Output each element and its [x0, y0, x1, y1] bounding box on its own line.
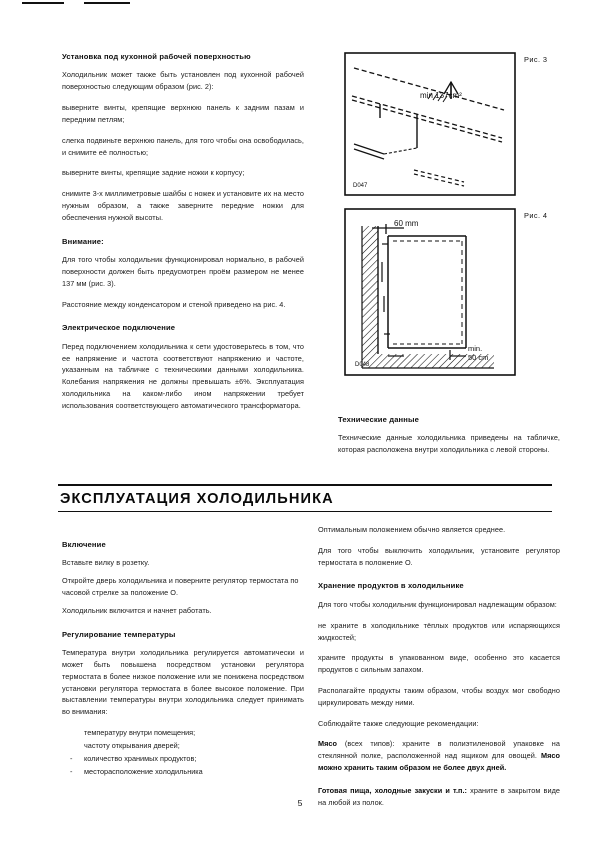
- paragraph-no-warm-food: не храните в холодильнике тёплых продуктов или испаряющихся жидкостей;: [318, 620, 560, 642]
- figure-3-corner-code: D047: [353, 183, 368, 189]
- paragraph-store-packaged: храните продукты в упакованном виде, особенно это касается продуктов с сильным запахом.: [318, 653, 560, 675]
- paragraph-meat-storage: [318, 738, 560, 773]
- figure-4-drawing: [344, 208, 516, 376]
- upper-right-column: [338, 415, 560, 465]
- cooked-food-text: храните в закрытом виде на любой из полок.: [318, 785, 560, 807]
- heading-temperature-regulation: Регулирование температуры: [62, 629, 176, 639]
- paragraph-unscrew-rear-feet: выверните винты, крепящие задние ножки к корпусу;: [62, 168, 245, 178]
- figure-4-min-label-2: 50 cm: [468, 353, 489, 362]
- paragraph-follow-recommendations: Соблюдайте также следующие рекомендации:: [318, 718, 479, 728]
- paragraph-opening-size: Для того чтобы холодильник функционировал нормально, в рабочей поверхности должен быть предусмотрен проём размером не менее 137 мм (рис. 3).: [62, 255, 304, 288]
- dash-bullet: -: [70, 766, 73, 776]
- list-item: [62, 753, 304, 765]
- paragraph-remove-washers: снимите 3-х миллиметровые шайбы с ножек и установите их на место нужным образом, а также заверните передние ножки для обеспечения нужной высоты.: [62, 189, 304, 222]
- paragraph-condenser-distance: Расстояние между конденсатором и стеной приведено на рис. 4.: [62, 299, 286, 309]
- meat-label: Мясо: [318, 739, 338, 749]
- list-item-label: частоту открывания дверей;: [84, 740, 180, 750]
- figure-3-drawing: [344, 52, 516, 196]
- banner-rule-top: [58, 484, 552, 486]
- figure-4-top-dimension: 60 mm: [394, 219, 419, 228]
- paragraph-electrical-connection: Перед подключением холодильника к сети удостоверьтесь в том, что ее напряжение и частота соответствуют напряжению и частоте, указанным на табличке с техническими данными холодильника. Колебания напряжения не должны превышать ±6%. Эксплуатация холодильника на каком-либо ином напряжении требует использования соответствующего автоматического трансформатора.: [62, 341, 304, 410]
- meat-duration: Мясо можно хранить таким образом не более двух дней.: [318, 751, 560, 773]
- list-item: [62, 727, 304, 739]
- upper-left-column: [62, 52, 304, 421]
- paragraph-temperature-regulation: Температура внутри холодильника регулируется автоматически и может быть повышена посредством установки регулятора термостата в более низкое положение или же понижена посредством установки регулятора термостата в более высокое положение. При выставлении температуры внутри холодильника следует принимать во внимания:: [62, 648, 304, 717]
- paragraph-optimal-position: Оптимальным положением обычно является среднее.: [318, 525, 506, 534]
- paragraph-open-door-turn-thermostat: Откройте дверь холодильника и поверните регулятор термостата по часовой стрелке за положение О.: [62, 576, 299, 598]
- list-item-label: температуру внутри помещения;: [84, 728, 196, 738]
- temperature-factors-list: [62, 727, 304, 777]
- lower-right-column: [318, 524, 560, 817]
- figure-4-wall-clearance: [344, 208, 516, 376]
- paragraph-technical-data: Технические данные холодильника приведены на табличке, которая расположена внутри холодильника с левой стороны.: [338, 433, 560, 455]
- figure-3-undercounter-ventilation: [344, 52, 516, 196]
- list-item-label: количество хранимых продуктов;: [84, 753, 197, 763]
- figure-4-corner-code: D048: [355, 362, 370, 368]
- section-banner-operation: [58, 484, 552, 512]
- list-item: [62, 740, 304, 752]
- paragraph-unscrew-top-panel: выверните винты, крепящие верхнюю панель к задним пазам и передним петлям;: [62, 103, 304, 124]
- heading-undercounter-installation: Установка под кухонной рабочей поверхностью: [62, 52, 251, 61]
- paragraph-proper-function: Для того чтобы холодильник функционировал надлежащим образом:: [318, 599, 557, 609]
- heading-switching-on: Включение: [62, 540, 106, 549]
- heading-electrical-connection: Электрическое подключение: [62, 323, 176, 333]
- heading-attention: Внимание:: [62, 236, 104, 246]
- banner-title: ЭКСПЛУАТАЦИЯ ХОЛОДИЛЬНИКА: [60, 490, 334, 507]
- list-item-label: месторасположение холодильника: [84, 766, 203, 776]
- figure-3-vent-label: min 137cm²: [420, 91, 462, 100]
- figure-4-caption: Рис. 4: [524, 211, 548, 220]
- paragraph-air-circulation: Располагайте продукты таким образом, чтобы воздух мог свободно циркулировать между ними.: [318, 685, 560, 707]
- paragraph-slide-top-panel: слегка подвиньте верхнюю панель, для того чтобы она освободилась, и снимите её полностью;: [62, 135, 304, 157]
- dash-bullet: -: [70, 753, 73, 763]
- paragraph-fridge-starts: Холодильник включится и начнет работать.: [62, 605, 212, 615]
- lower-left-column: [62, 540, 304, 786]
- list-item: [62, 766, 304, 778]
- figure-4-min-label-1: min.: [468, 344, 483, 353]
- paragraph-undercounter-intro: Холодильник может также быть установлен под кухонной рабочей поверхностью следующим образом (рис. 2):: [62, 70, 304, 92]
- paragraph-switch-off: Для того чтобы выключить холодильник, установите регулятор термостата в положение О.: [318, 545, 560, 567]
- cooked-food-label: Готовая пища, холодные закуски и т.п.:: [318, 785, 468, 795]
- heading-technical-data: Технические данные: [338, 415, 420, 424]
- heading-food-storage: Хранение продуктов в холодильнике: [318, 581, 464, 591]
- figure-3-caption: Рис. 3: [524, 55, 548, 64]
- page-number: 5: [297, 798, 303, 808]
- meat-text: (всех типов): храните в полиэтиленовой упаковке на стеклянной полке, расположенной над ящиком для овощей.: [318, 739, 560, 761]
- paragraph-plug-in: Вставьте вилку в розетку.: [62, 558, 150, 568]
- banner-rule-bottom: [58, 511, 552, 513]
